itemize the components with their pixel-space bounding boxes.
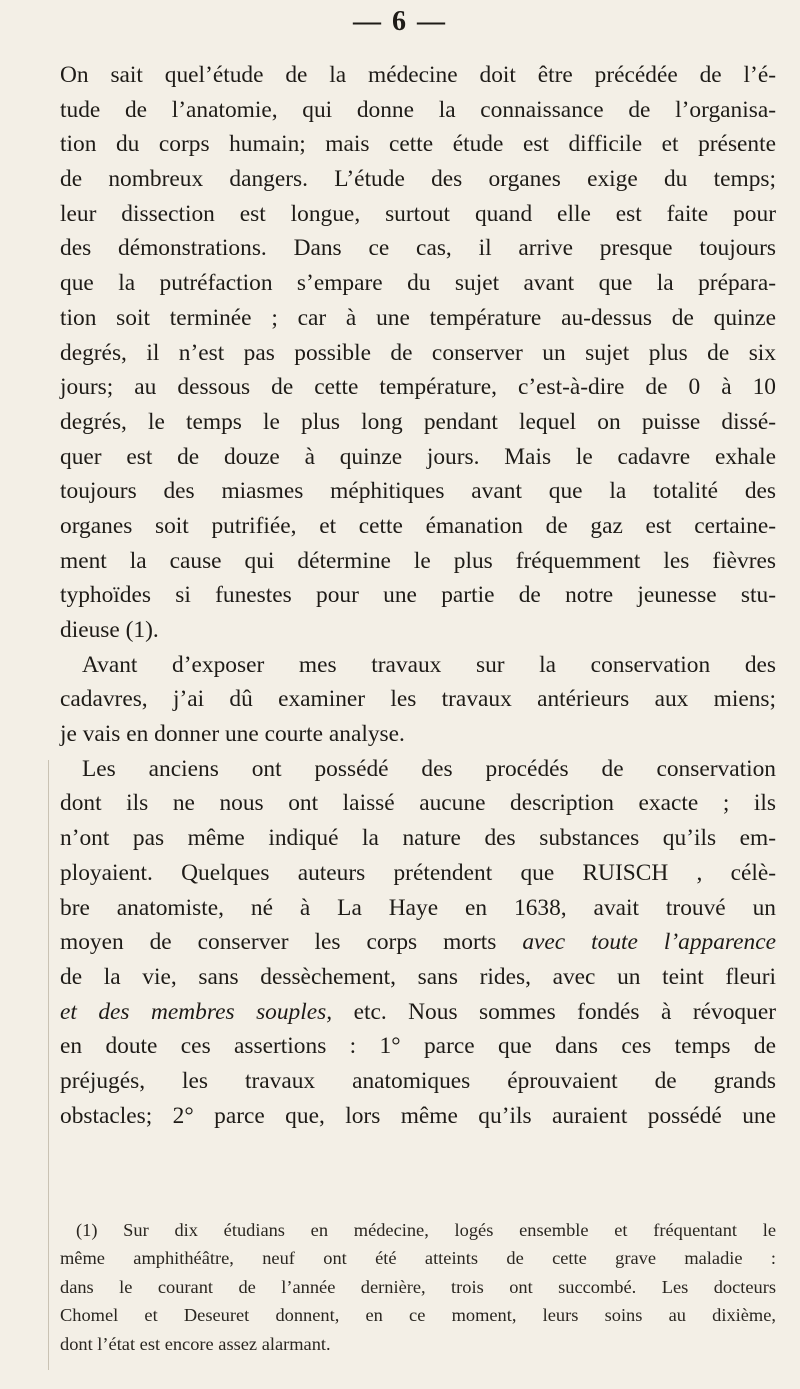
text-line: degrés, il n’est pas possible de conserver un sujet plus de six: [60, 339, 776, 366]
footnote-line: (1) Sur dix étudians en médecine, logés ensemble et fréquentant le: [76, 1220, 776, 1240]
text-line: dont ils ne nous ont laissé aucune description exacte ; ils: [60, 790, 776, 817]
text-line: toujours des miasmes méphitiques avant que la totalité des: [60, 478, 776, 505]
text-line: jours; au dessous de cette température, c’est-à-dire de 0 à 10: [60, 374, 776, 401]
italic-text-segment: avec toute l’apparence: [522, 929, 776, 956]
text-line: typhoïdes si funestes pour une partie de notre jeunesse stu-: [60, 582, 776, 609]
footnote-block: [60, 1216, 776, 1358]
text-line: des démonstrations. Dans ce cas, il arrive presque toujours: [60, 235, 776, 262]
italic-text-segment: et des membres souples,: [60, 998, 333, 1025]
text-line: On sait quel’étude de la médecine doit être précédée de l’é-: [60, 62, 776, 88]
page-number: — 6 —: [353, 6, 447, 37]
text-line: obstacles; 2° parce que, lors même qu’ils auraient possédé une: [60, 1102, 776, 1129]
text-line: leur dissection est longue, surtout quand elle est faite pour: [60, 200, 776, 227]
text-line: je vais en donner une courte analyse.: [60, 721, 405, 748]
body-text: [60, 58, 776, 1133]
text-line: ment la cause qui détermine le plus fréquemment les fièvres: [60, 547, 776, 574]
footnote-line: Chomel et Deseuret donnent, en ce moment, leurs soins au dixième,: [60, 1305, 776, 1326]
text-line: tude de l’anatomie, qui donne la connaissance de l’organisa-: [60, 96, 776, 123]
text-line: [60, 925, 776, 960]
text-line: de nombreux dangers. L’étude des organes exige du temps;: [60, 166, 776, 193]
text-line: Les anciens ont possédé des procédés de conservation: [82, 755, 776, 782]
footnote-line: même amphithéâtre, neuf ont été atteints de cette grave maladie :: [60, 1248, 776, 1269]
text-line: degrés, le temps le plus long pendant lequel on puisse dissé-: [60, 408, 776, 435]
text-segment: etc. Nous sommes fondés à révoquer: [353, 998, 776, 1025]
text-line: dieuse (1).: [60, 617, 159, 643]
text-line: préjugés, les travaux anatomiques éprouvaient de grands: [60, 1067, 776, 1094]
text-line: en doute ces assertions : 1° parce que dans ces temps de: [60, 1033, 776, 1060]
italic-text-line: de la vie, sans dessèchement, sans rides, avec un teint fleuri: [60, 963, 776, 990]
text-line: quer est de douze à quinze jours. Mais le cadavre exhale: [60, 443, 776, 470]
text-line: que la putréfaction s’empare du sujet avant que la prépara-: [60, 270, 776, 297]
text-line: [60, 995, 776, 1030]
text-line: tion soit terminée ; car à une température au-dessus de quinze: [60, 304, 776, 331]
text-line: Avant d’exposer mes travaux sur la conservation des: [82, 651, 776, 678]
text-line: organes soit putrifiée, et cette émanation de gaz est certaine-: [60, 512, 776, 539]
text-line: ployaient. Quelques auteurs prétendent que RUISCH , célè-: [60, 859, 776, 886]
text-line: bre anatomiste, né à La Haye en 1638, avait trouvé un: [60, 894, 776, 921]
text-line: cadavres, j’ai dû examiner les travaux antérieurs aux miens;: [60, 686, 776, 713]
text-segment: moyen de conserver les corps morts: [60, 929, 497, 956]
text-line: n’ont pas même indiqué la nature des substances qu’ils em-: [60, 825, 776, 852]
footnote-line: dans le courant de l’année dernière, trois ont succombé. Les docteurs: [60, 1276, 776, 1297]
footnote-line: dont l’état est encore assez alarmant.: [60, 1333, 331, 1354]
text-line: tion du corps humain; mais cette étude est difficile et présente: [60, 131, 776, 158]
margin-rule: [48, 760, 49, 1370]
